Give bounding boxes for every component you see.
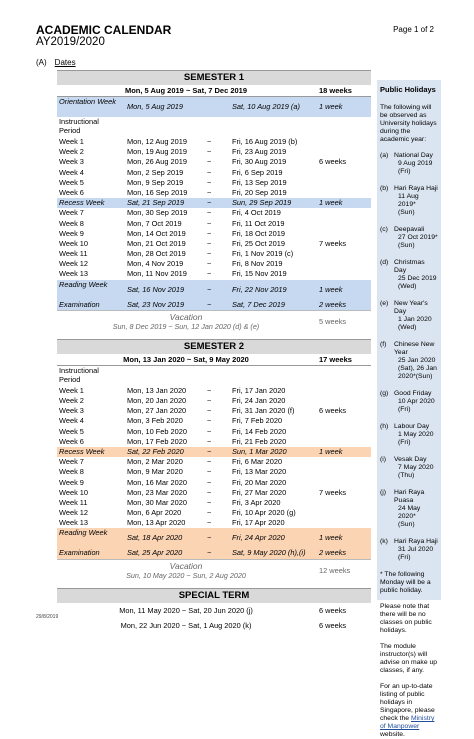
special-term-weeks: 6 weeks bbox=[319, 605, 347, 615]
row-separator: ~ bbox=[207, 406, 212, 416]
holiday-item bbox=[380, 185, 438, 217]
row-start-date: Mon, 30 Sep 2019 bbox=[127, 208, 188, 218]
calendar-row bbox=[57, 229, 371, 239]
row-end-date: Sat, 7 Dec 2019 bbox=[232, 299, 286, 309]
row-start-date: Mon, 26 Aug 2019 bbox=[127, 157, 187, 167]
row-end-date: Fri, 22 Nov 2019 bbox=[232, 284, 287, 294]
holiday-letter: (e) bbox=[380, 300, 389, 307]
semester-1-dates: Mon, 5 Aug 2019 ~ Sat, 7 Dec 2019 bbox=[124, 86, 248, 95]
holiday-letter: (a) bbox=[380, 152, 389, 159]
calendar-row bbox=[57, 208, 371, 218]
row-separator: ~ bbox=[207, 385, 212, 395]
section-heading bbox=[36, 58, 76, 67]
calendar-row bbox=[57, 239, 371, 249]
row-end-date: Fri, 20 Mar 2020 bbox=[232, 477, 287, 487]
row-label: Week 8 bbox=[59, 467, 84, 477]
calendar-row bbox=[57, 447, 371, 457]
holiday-item bbox=[380, 300, 438, 332]
holiday-name: Christmas Day bbox=[394, 259, 425, 274]
row-label: Week 1 bbox=[59, 137, 84, 146]
holiday-note: The module instructor(s) will advise on make up classes, if any. bbox=[380, 643, 438, 674]
row-label: Examination bbox=[59, 548, 100, 558]
row-separator: ~ bbox=[207, 218, 212, 228]
calendar-row bbox=[57, 147, 371, 157]
row-label: Week 6 bbox=[59, 187, 84, 197]
holiday-note-text: website. bbox=[380, 731, 405, 738]
row-end-date: Fri, 21 Feb 2020 bbox=[232, 436, 287, 446]
row-start-date: Mon, 16 Mar 2020 bbox=[127, 477, 187, 487]
row-separator: ~ bbox=[207, 167, 212, 177]
holiday-note: * The following Monday will be a public holiday. bbox=[380, 571, 431, 594]
calendar-row bbox=[57, 528, 371, 548]
footer-date: 29/8/2019 bbox=[36, 614, 59, 620]
row-separator: ~ bbox=[207, 436, 212, 446]
row-separator: ~ bbox=[207, 396, 212, 405]
row-separator: ~ bbox=[207, 446, 212, 456]
page-number: Page 1 of 2 bbox=[393, 25, 434, 34]
semester-2-range bbox=[57, 354, 371, 366]
calendar-row bbox=[57, 249, 371, 259]
row-separator: ~ bbox=[207, 147, 212, 157]
calendar-row bbox=[57, 548, 371, 558]
row-label: Week 7 bbox=[59, 208, 84, 218]
calendar-row bbox=[57, 457, 371, 467]
row-end-date: Fri, 15 Nov 2019 bbox=[232, 269, 287, 279]
row-separator: ~ bbox=[207, 508, 212, 518]
holiday-item bbox=[380, 390, 438, 414]
holiday-letter: (b) bbox=[380, 185, 389, 192]
semester-2-vacation bbox=[57, 559, 371, 580]
row-separator: ~ bbox=[207, 467, 212, 477]
row-label: Week 12 bbox=[59, 259, 89, 269]
row-start-date: Sat, 21 Sep 2019 bbox=[127, 198, 185, 208]
row-label: Instructional Period bbox=[59, 365, 99, 384]
row-label: Week 9 bbox=[59, 477, 84, 487]
row-duration: 6 weeks bbox=[319, 406, 347, 416]
vacation-weeks: 12 weeks bbox=[319, 565, 351, 575]
row-label: Week 13 bbox=[59, 518, 89, 528]
row-start-date: Mon, 19 Aug 2019 bbox=[127, 147, 187, 157]
holiday-item bbox=[380, 341, 438, 381]
holiday-date: 25 Dec 2019 bbox=[398, 275, 437, 282]
row-end-date: Fri, 14 Feb 2020 bbox=[232, 426, 287, 436]
vacation-range: Sun, 8 Dec 2019 ~ Sun, 12 Jan 2020 (d) & (e) bbox=[112, 321, 260, 331]
row-end-date: Fri, 6 Mar 2020 bbox=[232, 457, 283, 467]
row-separator: ~ bbox=[207, 426, 212, 436]
public-holidays-title: Public Holidays bbox=[380, 85, 436, 94]
row-separator: ~ bbox=[207, 518, 212, 528]
row-label: Week 7 bbox=[59, 457, 84, 467]
calendar-row bbox=[57, 396, 371, 406]
special-term-range: Mon, 22 Jun 2020 ~ Sat, 1 Aug 2020 (k) bbox=[120, 620, 252, 630]
holiday-letter: (h) bbox=[380, 423, 389, 430]
holiday-date: 1 Jan 2020 bbox=[398, 316, 432, 323]
row-separator: ~ bbox=[207, 137, 212, 146]
calendar-row bbox=[57, 406, 371, 416]
row-label: Week 11 bbox=[59, 249, 88, 259]
semester-2-dates: Mon, 13 Jan 2020 ~ Sat, 9 May 2020 bbox=[123, 354, 249, 364]
row-duration: 7 weeks bbox=[319, 487, 347, 497]
holiday-note bbox=[380, 683, 438, 739]
holiday-day: (Sun) bbox=[398, 242, 415, 249]
holiday-item bbox=[380, 456, 438, 480]
section-label: Dates bbox=[54, 58, 76, 67]
row-end-date: Fri, 30 Aug 2019 bbox=[232, 157, 287, 167]
row-start-date: Mon, 2 Mar 2020 bbox=[127, 457, 183, 467]
calendar-row bbox=[57, 97, 371, 117]
row-start-date: Mon, 21 Oct 2019 bbox=[127, 238, 186, 248]
row-label: Reading Week bbox=[59, 279, 108, 289]
row-end-date: Fri, 20 Sep 2019 bbox=[232, 187, 287, 197]
holiday-letter: (c) bbox=[380, 226, 388, 233]
row-separator: ~ bbox=[207, 238, 212, 248]
holiday-item bbox=[380, 226, 438, 250]
row-end-date: Fri, 16 Aug 2019 (b) bbox=[232, 137, 298, 146]
calendar-row bbox=[57, 467, 371, 477]
row-start-date: Mon, 3 Feb 2020 bbox=[127, 416, 183, 426]
holiday-name: National Day bbox=[394, 152, 433, 159]
holiday-item bbox=[380, 259, 438, 291]
row-label: Week 2 bbox=[59, 147, 84, 157]
row-separator: ~ bbox=[207, 487, 212, 497]
row-start-date: Sat, 18 Apr 2020 bbox=[127, 533, 183, 543]
holiday-date: 24 May 2020* bbox=[398, 505, 421, 520]
holiday-date: 7 May 2020 (Thu) bbox=[398, 464, 434, 479]
row-label: Week 5 bbox=[59, 426, 84, 436]
holiday-day: (Wed) bbox=[398, 324, 417, 331]
calendar-row bbox=[57, 508, 371, 518]
calendar-row bbox=[57, 280, 371, 300]
row-label: Week 4 bbox=[59, 416, 84, 426]
academic-year: AY2019/2020 bbox=[36, 36, 105, 48]
holiday-letter: (i) bbox=[380, 456, 387, 463]
calendar-row bbox=[57, 518, 371, 528]
holiday-letter: (d) bbox=[380, 259, 389, 266]
holiday-item bbox=[380, 489, 438, 529]
row-start-date: Mon, 28 Oct 2019 bbox=[127, 249, 186, 259]
calendar-row bbox=[57, 386, 371, 396]
holiday-item bbox=[380, 152, 438, 176]
holiday-name: Hari Raya Haji bbox=[394, 538, 438, 545]
semester-2-title: SEMESTER 2 bbox=[57, 339, 371, 354]
calendar-row bbox=[57, 157, 371, 167]
row-end-date: Sat, 10 Aug 2019 (a) bbox=[232, 102, 300, 111]
row-end-date: Fri, 13 Mar 2020 bbox=[232, 467, 287, 477]
calendar-row bbox=[57, 300, 371, 310]
calendar-row bbox=[57, 427, 371, 437]
row-label: Week 11 bbox=[59, 497, 88, 507]
holiday-day: (Sun) bbox=[398, 209, 415, 216]
special-term-weeks: 6 weeks bbox=[319, 620, 347, 630]
row-duration: 2 weeks bbox=[319, 548, 347, 558]
row-end-date: Fri, 18 Oct 2019 bbox=[232, 228, 285, 238]
row-separator: ~ bbox=[207, 228, 212, 238]
row-start-date: Mon, 16 Sep 2019 bbox=[127, 187, 188, 197]
row-duration: 1 week bbox=[319, 446, 343, 456]
holiday-name: Hari Raya Puasa bbox=[394, 489, 425, 504]
holiday-date: 27 Oct 2019* bbox=[398, 234, 438, 241]
row-separator: ~ bbox=[207, 533, 212, 543]
holiday-name: Good Friday bbox=[394, 390, 432, 397]
row-label: Reading Week bbox=[59, 528, 108, 538]
holiday-letter: (f) bbox=[380, 341, 387, 348]
holiday-day: (Sun) bbox=[398, 521, 415, 528]
row-separator: ~ bbox=[207, 187, 212, 197]
row-end-date: Fri, 7 Feb 2020 bbox=[232, 416, 283, 426]
row-label: Recess Week bbox=[59, 198, 105, 208]
row-start-date: Mon, 7 Oct 2019 bbox=[127, 218, 182, 228]
row-end-date: Fri, 3 Apr 2020 bbox=[232, 497, 281, 507]
calendar-row bbox=[57, 498, 371, 508]
row-end-date: Fri, 8 Nov 2019 bbox=[232, 259, 283, 269]
row-end-date: Fri, 11 Oct 2019 bbox=[232, 218, 285, 228]
row-label: Week 8 bbox=[59, 218, 84, 228]
special-term-row bbox=[57, 603, 371, 618]
row-start-date: Mon, 30 Mar 2020 bbox=[127, 497, 187, 507]
calendar-row bbox=[57, 137, 371, 147]
holiday-day: (Wed) bbox=[398, 283, 417, 290]
row-start-date: Mon, 13 Jan 2020 bbox=[127, 385, 187, 395]
row-label: Week 4 bbox=[59, 167, 84, 177]
semester-2-weeks: 17 weeks bbox=[319, 354, 352, 364]
holiday-day: (Fri) bbox=[398, 554, 411, 561]
special-term-title: SPECIAL TERM bbox=[57, 588, 371, 603]
row-start-date: Mon, 12 Aug 2019 bbox=[127, 137, 187, 146]
row-end-date: Fri, 25 Oct 2019 bbox=[232, 238, 285, 248]
calendar-row bbox=[57, 259, 371, 269]
semester-2-rows bbox=[57, 366, 371, 559]
holiday-item bbox=[380, 538, 438, 562]
row-duration: 6 weeks bbox=[319, 157, 347, 167]
semester-1-range bbox=[57, 85, 371, 97]
row-end-date: Fri, 24 Apr 2020 bbox=[232, 533, 285, 543]
row-end-date: Fri, 13 Sep 2019 bbox=[232, 177, 287, 187]
holiday-item bbox=[380, 423, 438, 447]
semester-1-vacation bbox=[57, 310, 371, 331]
row-end-date: Sun, 29 Sep 2019 bbox=[232, 198, 292, 208]
holiday-name: Labour Day bbox=[394, 423, 430, 430]
holiday-letter: (g) bbox=[380, 390, 389, 397]
calendar-row bbox=[57, 269, 371, 279]
row-label: Examination bbox=[59, 299, 100, 309]
holiday-date: 1 May 2020 (Fri) bbox=[398, 431, 434, 446]
row-start-date: Mon, 4 Nov 2019 bbox=[127, 259, 184, 269]
row-separator: ~ bbox=[207, 477, 212, 487]
row-end-date: Fri, 17 Jan 2020 bbox=[232, 385, 286, 395]
row-separator: ~ bbox=[207, 177, 212, 187]
calendar-row bbox=[57, 219, 371, 229]
row-end-date: Sat, 9 May 2020 (h),(i) bbox=[232, 548, 306, 558]
holiday-name: Deepavali bbox=[394, 226, 425, 233]
holiday-date: 25 Jan 2020 (Sat), 26 Jan 2020*(Sun) bbox=[398, 357, 437, 380]
row-duration: 1 week bbox=[319, 102, 343, 111]
row-start-date: Mon, 9 Sep 2019 bbox=[127, 177, 184, 187]
holiday-letter: (j) bbox=[380, 489, 387, 496]
row-end-date: Fri, 31 Jan 2020 (f) bbox=[232, 406, 295, 416]
semester-1-rows bbox=[57, 97, 371, 310]
vacation-title: Vacation bbox=[169, 560, 203, 571]
vacation-title: Vacation bbox=[169, 311, 203, 322]
row-start-date: Mon, 6 Apr 2020 bbox=[127, 508, 182, 518]
vacation-weeks: 5 weeks bbox=[319, 316, 347, 326]
row-label: Week 6 bbox=[59, 436, 84, 446]
holiday-note-text: For an up-to-date listing of public holidays in Singapore, please check the bbox=[380, 683, 435, 722]
row-label: Week 3 bbox=[59, 406, 84, 416]
row-separator: ~ bbox=[207, 299, 212, 309]
row-end-date: Fri, 10 Apr 2020 (g) bbox=[232, 508, 296, 518]
row-end-date: Fri, 27 Mar 2020 bbox=[232, 487, 287, 497]
semester-1-weeks: 18 weeks bbox=[319, 86, 352, 95]
row-end-date: Fri, 24 Jan 2020 bbox=[232, 396, 286, 405]
row-label: Orientation Week bbox=[59, 97, 116, 106]
row-label: Week 12 bbox=[59, 508, 89, 518]
holiday-letter: (k) bbox=[380, 538, 388, 545]
row-start-date: Mon, 11 Nov 2019 bbox=[127, 269, 187, 279]
row-separator: ~ bbox=[207, 416, 212, 426]
row-separator: ~ bbox=[207, 269, 212, 279]
row-start-date: Mon, 9 Mar 2020 bbox=[127, 467, 183, 477]
row-label: Week 10 bbox=[59, 238, 89, 248]
row-separator: ~ bbox=[207, 284, 212, 294]
row-end-date: Fri, 1 Nov 2019 (c) bbox=[232, 249, 294, 259]
row-end-date: Fri, 6 Sep 2019 bbox=[232, 167, 283, 177]
row-start-date: Sat, 23 Nov 2019 bbox=[127, 299, 185, 309]
semester-1-title: SEMESTER 1 bbox=[57, 70, 371, 85]
row-start-date: Mon, 13 Apr 2020 bbox=[127, 518, 186, 528]
ministry-of-manpower-link[interactable]: Ministry of Manpower bbox=[380, 715, 435, 730]
row-separator: ~ bbox=[207, 497, 212, 507]
calendar-row bbox=[57, 416, 371, 426]
calendar-table bbox=[57, 70, 371, 633]
row-duration: 1 week bbox=[319, 533, 343, 543]
public-holidays-panel bbox=[377, 80, 441, 738]
calendar-row bbox=[57, 366, 371, 386]
row-start-date: Mon, 27 Jan 2020 bbox=[127, 406, 187, 416]
calendar-row bbox=[57, 178, 371, 188]
row-start-date: Mon, 20 Jan 2020 bbox=[127, 396, 187, 405]
public-holidays-list bbox=[380, 152, 438, 562]
row-duration: 7 weeks bbox=[319, 238, 347, 248]
row-separator: ~ bbox=[207, 259, 212, 269]
calendar-row bbox=[57, 117, 371, 137]
row-separator: ~ bbox=[207, 249, 212, 259]
row-start-date: Sat, 25 Apr 2020 bbox=[127, 548, 183, 558]
row-end-date: Fri, 23 Aug 2019 bbox=[232, 147, 287, 157]
holiday-name: Chinese New Year bbox=[394, 341, 435, 356]
row-duration: 1 week bbox=[319, 198, 343, 208]
row-label: Week 3 bbox=[59, 157, 84, 167]
calendar-row bbox=[57, 437, 371, 447]
row-end-date: Sun, 1 Mar 2020 bbox=[232, 446, 287, 456]
row-label: Week 9 bbox=[59, 228, 84, 238]
holiday-name: New Year's Day bbox=[394, 300, 428, 315]
row-start-date: Mon, 14 Oct 2019 bbox=[127, 228, 186, 238]
holiday-note: Please note that there will be no classes on public holidays. bbox=[380, 603, 432, 634]
row-end-date: Fri, 4 Oct 2019 bbox=[232, 208, 281, 218]
row-label: Week 5 bbox=[59, 177, 84, 187]
holiday-date: 9 Aug 2019 (Fri) bbox=[398, 160, 433, 175]
row-separator: ~ bbox=[207, 457, 212, 467]
calendar-row bbox=[57, 488, 371, 498]
row-separator: ~ bbox=[207, 208, 212, 218]
section-marker: (A) bbox=[36, 58, 47, 67]
row-end-date: Fri, 17 Apr 2020 bbox=[232, 518, 285, 528]
holiday-date: 10 Apr 2020 (Fri) bbox=[398, 398, 435, 413]
row-label: Week 2 bbox=[59, 396, 84, 405]
row-duration: 2 weeks bbox=[319, 299, 347, 309]
row-separator: ~ bbox=[207, 157, 212, 167]
row-start-date: Mon, 5 Aug 2019 bbox=[127, 102, 184, 111]
holiday-date: 31 Jul 2020 bbox=[398, 546, 434, 553]
row-label: Week 1 bbox=[59, 385, 84, 395]
row-label: Instructional Period bbox=[59, 117, 99, 135]
calendar-row bbox=[57, 188, 371, 198]
calendar-row bbox=[57, 198, 371, 208]
row-separator: ~ bbox=[207, 548, 212, 558]
holiday-name: Hari Raya Haji bbox=[394, 185, 438, 192]
row-separator: ~ bbox=[207, 198, 212, 208]
row-start-date: Sat, 22 Feb 2020 bbox=[127, 446, 184, 456]
holiday-name: Vesak Day bbox=[394, 456, 427, 463]
row-start-date: Mon, 2 Sep 2019 bbox=[127, 167, 184, 177]
document-title: ACADEMIC CALENDAR bbox=[36, 23, 172, 37]
vacation-range: Sun, 10 May 2020 ~ Sun, 2 Aug 2020 bbox=[126, 570, 246, 580]
row-label: Recess Week bbox=[59, 446, 105, 456]
calendar-row bbox=[57, 478, 371, 488]
special-term-row bbox=[57, 618, 371, 633]
row-label: Week 10 bbox=[59, 487, 89, 497]
public-holidays-intro: The following will be observed as University holidays during the academic year: bbox=[380, 104, 437, 143]
special-term-range: Mon, 11 May 2020 ~ Sat, 20 Jun 2020 (j) bbox=[119, 605, 253, 615]
row-label: Week 13 bbox=[59, 269, 89, 279]
holiday-date: 11 Aug 2019* bbox=[398, 193, 419, 208]
row-start-date: Mon, 17 Feb 2020 bbox=[127, 436, 187, 446]
calendar-row bbox=[57, 168, 371, 178]
row-start-date: Mon, 10 Feb 2020 bbox=[127, 426, 187, 436]
row-start-date: Mon, 23 Mar 2020 bbox=[127, 487, 187, 497]
row-duration: 1 week bbox=[319, 284, 343, 294]
row-start-date: Sat, 16 Nov 2019 bbox=[127, 284, 185, 294]
